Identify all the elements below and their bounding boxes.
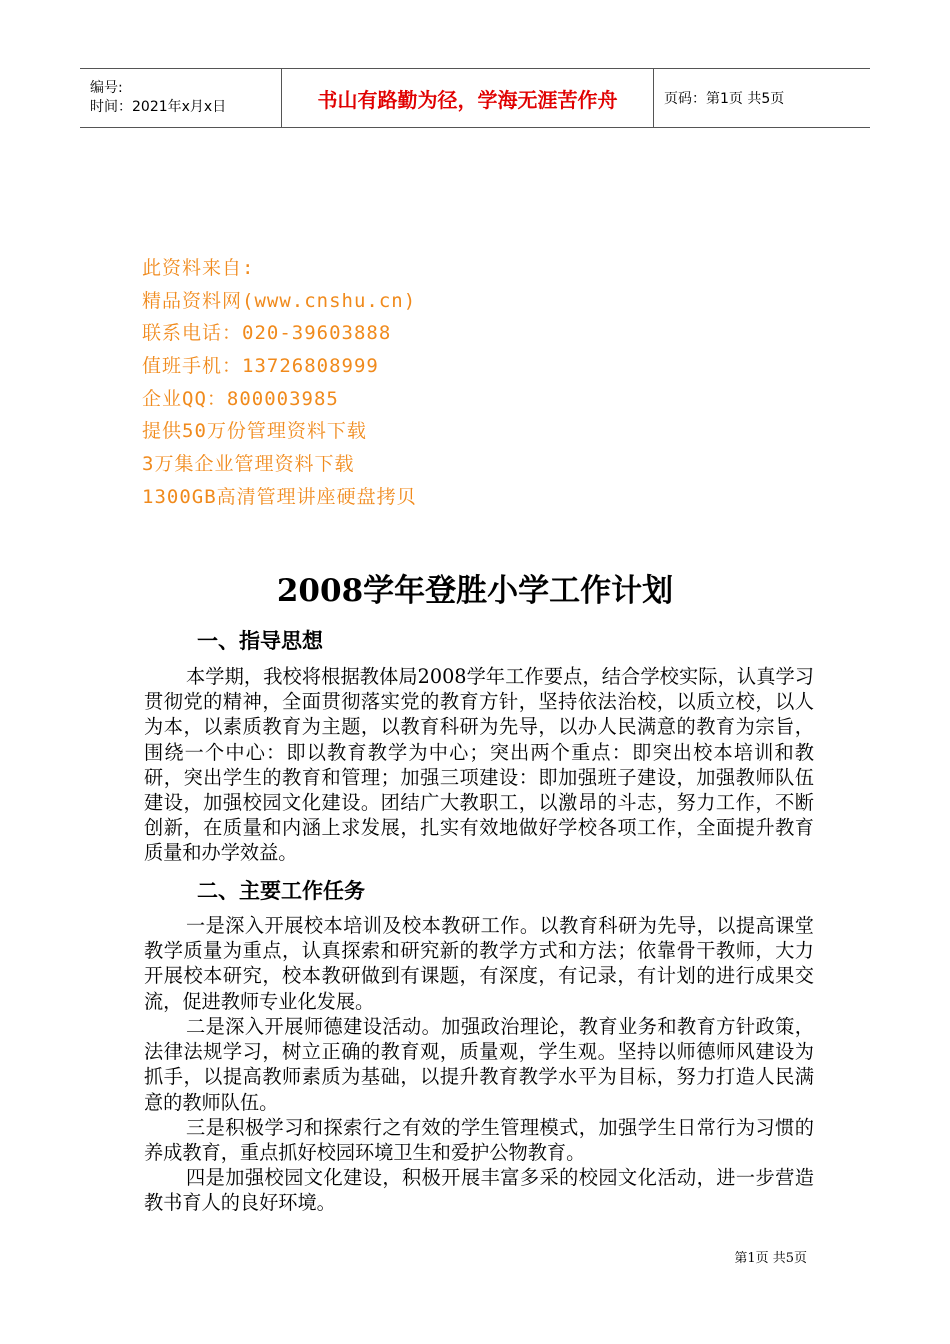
header-page-cell [654,69,870,127]
time-label: 时间：2021年x月x日 [90,99,227,115]
header-motto-cell [282,69,654,127]
page-footer: 第1页 共5页 [734,1251,807,1266]
header-motto: 书山有路勤为径，学海无涯苦作舟 [317,87,618,112]
header-page-number: 页码：第1页 共5页 [664,91,785,107]
page-header [80,68,870,128]
promo-line: 值班手机：13726808999 [142,355,379,378]
paragraph: 三是积极学习和探索行之有效的学生管理模式，加强学生日常行为习惯的养成教育，重点抓好校园环境卫生和爱护公物教育。 [144,1116,814,1165]
promo-line: 精品资料网(www.cnshu.cn) [142,289,417,312]
promo-block [142,252,417,514]
section-heading: 一、指导思想 [197,629,323,653]
code-label: 编号: [90,80,123,96]
promo-line: 1300GB高清管理讲座硬盘拷贝 [142,485,417,508]
section-heading: 二、主要工作任务 [197,879,365,903]
promo-line: 提供50万份管理资料下载 [142,420,367,443]
promo-line: 企业QQ：800003985 [142,387,339,410]
paragraph: 本学期，我校将根据教体局2008学年工作要点，结合学校实际，认真学习贯彻党的精神，全面贯彻落实党的教育方针，坚持依法治校，以质立校，以人为本，以素质教育为主题，以教育科研为先导，以办人民满意的教育为宗旨，围绕一个中心：即以教育教学为中心；突出两个重点：即突出校本培训和教研，突出学生的教育和管理；加强三项建设：即加强班子建设，加强教师队伍建设，加强校园文化建设。团结广大教职工，以激昂的斗志，努力工作，不断创新，在质量和内涵上求发展，扎实有效地做好学校各项工作，全面提升教育质量和办学效益。 [144,665,814,865]
document-title: 2008学年登胜小学工作计划 [276,573,674,609]
header-meta [80,69,282,127]
promo-line: 此资料来自: [142,257,255,279]
paragraph: 二是深入开展师德建设活动。加强政治理论，教育业务和教育方针政策，法律法规学习，树立正确的教育观，质量观，学生观。坚持以师德师风建设为抓手，以提高教师素质为基础，以提升教育教学水平为目标，努力打造人民满意的教师队伍。 [144,1015,814,1114]
paragraph: 四是加强校园文化建设，积极开展丰富多采的校园文化活动，进一步营造教书育人的良好环境。 [144,1166,814,1215]
paragraph: 一是深入开展校本培训及校本教研工作。以教育科研为先导，以提高课堂教学质量为重点，认真探索和研究新的教学方式和方法；依靠骨干教师，大力开展校本研究，校本教研做到有课题，有深度，有记录，有计划的进行成果交流，促进教师专业化发展。 [144,914,814,1013]
promo-line: 联系电话：020-39603888 [142,322,392,345]
promo-line: 3万集企业管理资料下载 [142,453,355,476]
